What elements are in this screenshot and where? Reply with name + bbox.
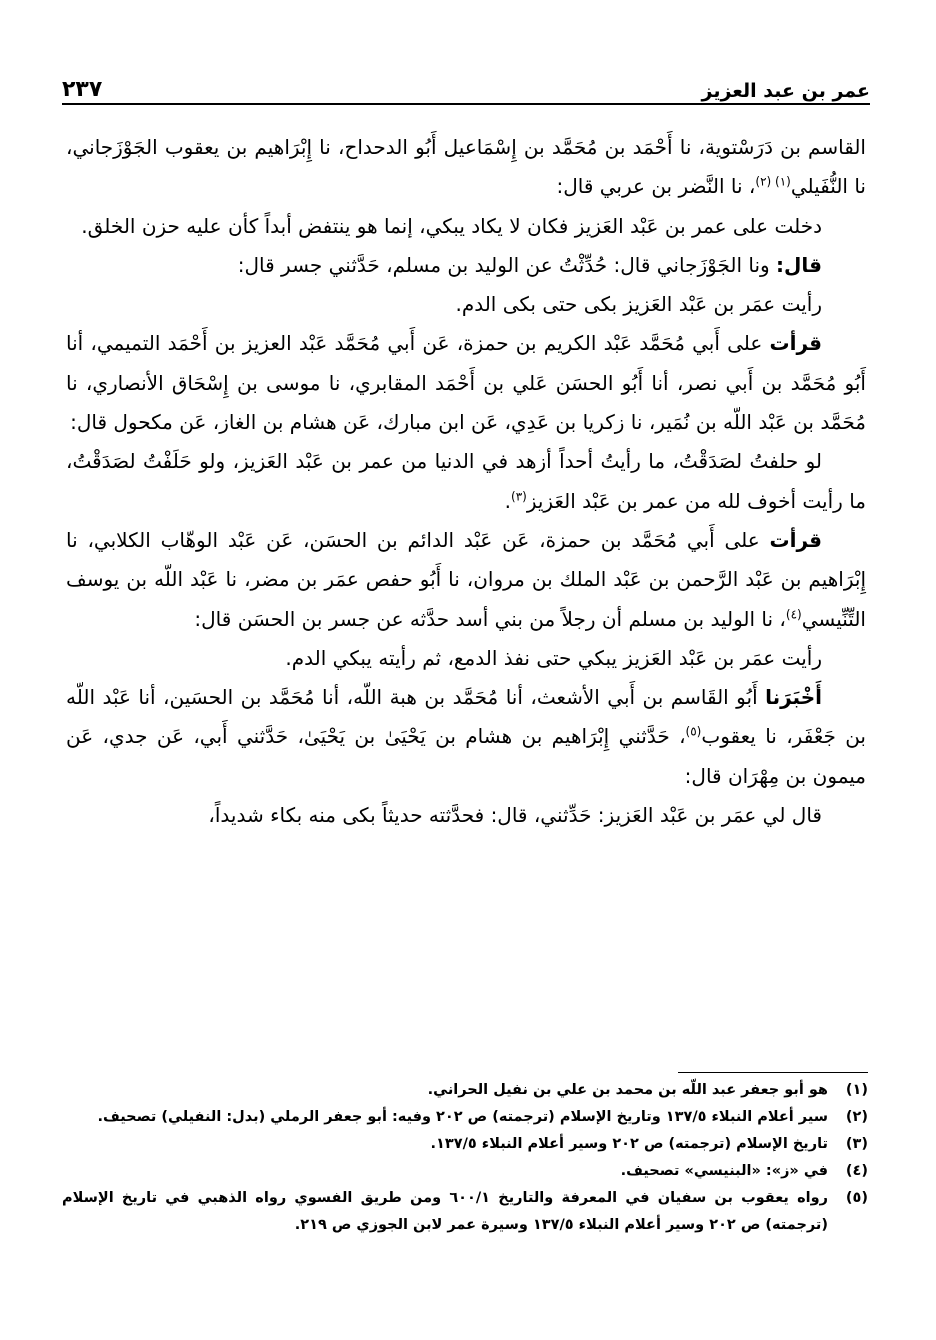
footnote-reference: (١) (٢) [755,174,791,189]
page-header [62,62,870,102]
footnote-divider [678,1072,868,1073]
footnote-number: (١) [845,1082,868,1098]
paragraph-text: رأيت عمَر بن عَبْد العَزيز بكى حتى بكى الدم. [455,292,822,317]
paragraph-lead-word: قرأت [769,527,822,552]
paragraph-text: لو حلفتُ لصَدَقْتُ، ما رأيتُ أحداً أزهد في الدنيا من عمر بن عَبْد العَزيز، ولو حَلَفْتُ لصَدَقْتُ، ما رأيت أخوف لله من عمر بن عَبْد العَزيز [66,449,866,513]
footnote-number: (٢) [845,1109,868,1125]
paragraph-text: على أَبي مُحَمَّد بن حمزة، عَن عَبْد الدائم بن الحسَن، عَن عَبْد الوهّاب الكلابي، نا إِبْرَاهيم بن عَبْد الرَّحمن بن عَبْد الملك بن مروان، نا أَبُو حفص عمَر بن مضر، نا عَبْد اللّه بن يوسف التِّنِّيسي [66,527,866,631]
paragraph-lead-word: قرأت [769,331,822,356]
footnote [62,1077,868,1104]
footnote-number: (٥) [845,1190,868,1206]
paragraph-tail: ، نا النَّضر بن عربي قال: [556,174,756,199]
footnote-text: تاريخ الإسلام (ترجمته) ص ٢٠٢ وسير أعلام النبلاء ١٣٧/٥. [430,1136,828,1152]
paragraph-tail: . [504,488,511,513]
paragraph-text: أَبُو القَاسم بن أَبي الأشعث، أنا مُحَمَّد بن هبة اللّه، أنا مُحَمَّد بن الحسَين، أنا عَبْد اللّه بن جَعْفَر، نا يعقوب [66,685,866,749]
paragraph-lead-word: قال: [776,252,822,277]
footnote-reference: (٤) [785,606,802,621]
paragraph-text: دخلت على عمر بن عَبْد العَزيز فكان لا يكاد يبكي، إنما هو ينتفض أبداً كأن عليه حزن الخلق. [81,213,822,238]
footnote-reference: (٣) [511,489,527,504]
paragraph [66,521,866,639]
paragraph [66,639,866,678]
footnote [62,1158,868,1185]
footnote-number: (٤) [845,1163,868,1179]
paragraph [66,285,866,324]
footnote [62,1104,868,1131]
paragraph-lead-word: أَخْبَرَنا [765,685,822,710]
paragraph [66,324,866,442]
footnote-text: سير أعلام النبلاء ١٣٧/٥ وتاريخ الإسلام (ترجمته) ص ٢٠٢ وفيه: أبو جعفر الرملي (بدل: النفيلي) تصحيف. [97,1109,828,1125]
paragraph-tail: ، حَدَّثني إِبْرَاهيم بن هشام بن يَحْيَىٰ بن يَحْيَىٰ، حَدَّثني أَبي، عَن جدي، عَن ميمون بن مِهْرَان قال: [66,724,866,788]
footnote [62,1131,868,1158]
page-number: ٢٣٧ [62,77,103,102]
footnote [62,1185,868,1239]
paragraph-text: القاسم بن دَرَسْتوية، نا أَحْمَد بن مُحَمَّد بن إِسْمَاعيل أَبُو الدحداح، نا إِبْرَاهيم بن يعقوب الجَوْزَجاني، نا النُّفَيلي [66,135,866,199]
paragraph [66,678,866,796]
paragraph [66,442,866,521]
paragraph [66,796,866,835]
paragraph [66,128,866,207]
paragraph [66,207,866,246]
footnote-text: في «ز»: «البنيسي» تصحيف. [620,1163,828,1179]
paragraph-text: رأيت عمَر بن عَبْد العَزيز يبكي حتى نفذ الدمع، ثم رأيته يبكي الدم. [285,645,822,670]
main-text [66,128,866,835]
footnote-reference: (٥) [685,724,702,739]
paragraph [66,246,866,285]
footnote-text: رواه يعقوب بن سفيان في المعرفة والتاريخ ٦٠٠/١ ومن طريق الفسوي رواه الذهبي في تاريخ الإسلام (ترجمته) ص ٢٠٢ وسير أعلام النبلاء ١٣٧/٥ وسيرة عمر لابن الجوزي ص ٢١٩. [62,1190,828,1233]
paragraph-tail: ، نا الوليد بن مسلم أن رجلاً من بني أسد حدَّثه عن جسر بن الحسَن قال: [194,606,786,631]
paragraph-text: على أَبي مُحَمَّد عَبْد الكريم بن حمزة، عَن أَبي مُحَمَّد عَبْد العزيز بن أَحْمَد التميمي، أنا أَبُو مُحَمَّد بن أَبي نصر، أنا أَبُو الحسَن عَلي بن أَحْمَد المقابري، نا موسى بن إِسْحَاق الأنصاري، نا مُحَمَّد بن عَبْد اللّه بن نُمَير، نا زكريا بن عَدِي، عَن ابن مبارك، عَن هشام بن الغاز، عَن مكحول قال: [66,331,866,435]
paragraph-text: ونا الجَوْزَجاني قال: حُدِّثْتُ عن الوليد بن مسلم، حَدَّثني جسر قال: [237,252,777,277]
footnote-number: (٣) [845,1136,868,1152]
header-divider [62,103,870,105]
footnotes [62,1077,868,1239]
running-title: عمر بن عبد العزيز [701,80,870,102]
footnote-text: هو أبو جعفر عبد اللّه بن محمد بن علي بن نفيل الحراني. [427,1082,828,1098]
paragraph-text: قال لي عمَر بن عَبْد العَزيز: حَدِّثني، قال: فحدَّثته حديثاً بكى منه بكاء شديداً، [208,803,822,828]
